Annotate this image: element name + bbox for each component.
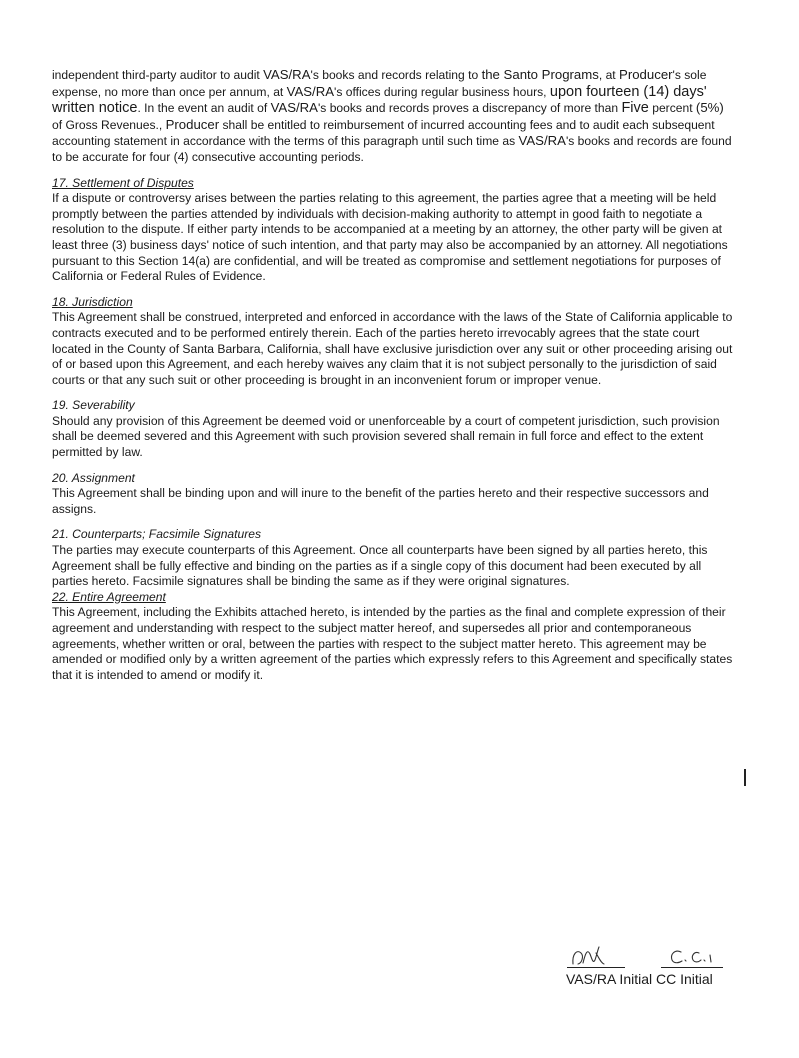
section-assignment: [52, 471, 734, 518]
section-heading: 17. Settlement of Disputes: [52, 175, 194, 190]
section-heading: 21. Counterparts; Facsimile Signatures: [52, 527, 262, 542]
section-entire-agreement: [52, 590, 734, 684]
section-settlement-of-disputes: [52, 176, 734, 285]
section-body: If a dispute or controversy arises between the parties relating to this agreement, the parties agree that a meeting will be held promptly between the parties attended by individuals with decision-making authority to attempt in good faith to negotiate a resolution to the dispute. If either party intends to be accompanied at a meeting by an attorney, the other party will be given at least three (3) business days' notice of such intention, and that party may also be accompanied by an attorney. All negotiations pursuant to this Section 14(a) are confidential, and will be treated as compromise and settlement negotiations for purposes of California or Federal Rules of Evidence.: [52, 191, 728, 284]
section-heading: 19. Severability: [52, 398, 135, 413]
vasra-initials-signature: [573, 947, 604, 964]
section-jurisdiction: [52, 295, 734, 389]
cc-initials-signature: [672, 951, 711, 963]
section-heading: 22. Entire Agreement: [52, 589, 166, 604]
document-body: [52, 67, 734, 683]
cc-initial-line: [661, 967, 723, 968]
handwritten-initials-drawing: [563, 940, 733, 970]
section-heading: 18. Jurisdiction: [52, 294, 133, 309]
audit-paragraph: independent third-party auditor to audit VAS/RA's books and records relating to the Santo Programs, at Producer's sole expense, no more than once per annum, at VAS/RA's offices during regular business hours, upon fourteen (14) days' written notice. In the event an audit of VAS/RA's books and records proves a discrepancy of more than Five percent (5%) of Gross Revenues., Producer shall be entitled to reimbursement of incurred accounting fees and to audit each subsequent accounting statement in accordance with the terms of this paragraph until such time as VAS/RA's books and records are found to be accurate for four (4) consecutive accounting periods.: [52, 67, 732, 164]
initials-label: VAS/RA Initial CC Initial: [566, 971, 713, 987]
section-body: This Agreement, including the Exhibits attached hereto, is intended by the parties as the final and complete expression of their agreement and understanding with respect to the subject matter hereof, and supersedes all prior and contemporaneous agreements, whether written or oral, between the parties with respect to the subject matter hereto. This agreement may be amended or modified only by a written agreement of the parties which expressly refers to this Agreement and specifically states that it is intended to amend or modify it.: [52, 605, 733, 682]
vasra-initial-line: [567, 967, 625, 968]
section-heading: 20. Assignment: [52, 470, 135, 485]
initials-block: [563, 940, 733, 990]
section-body: This Agreement shall be construed, interpreted and enforced in accordance with the laws of the State of California applicable to contracts executed and to be performed entirely therein. Each of the parties hereto irrevocably agrees that the state court located in the County of Santa Barbara, California, shall have exclusive jurisdiction over any suit or other proceeding arising out of or based upon this Agreement, and each hereby waives any claim that it is not subject personally to the jurisdiction of said courts or that any such suit or other proceeding is brought in an inconvenient forum or improper venue.: [52, 310, 733, 387]
section-severability: [52, 398, 734, 460]
section-body: The parties may execute counterparts of this Agreement. Once all counterparts have been signed by all parties hereto, this Agreement shall be fully effective and binding on the parties as if a single copy of this document had been executed by all parties hereto. Facsimile signatures shall be binding the same as if they were original signatures.: [52, 543, 708, 589]
section-body: This Agreement shall be binding upon and will inure to the benefit of the parties hereto and their respective successors and assigns.: [52, 486, 709, 516]
revision-margin-bar: [744, 769, 746, 786]
section-counterparts: [52, 527, 734, 589]
section-body: Should any provision of this Agreement be deemed void or unenforceable by a court of competent jurisdiction, such provision shall be deemed severed and this Agreement with such provision severed shall remain in full force and effect to the extent permitted by law.: [52, 413, 720, 460]
